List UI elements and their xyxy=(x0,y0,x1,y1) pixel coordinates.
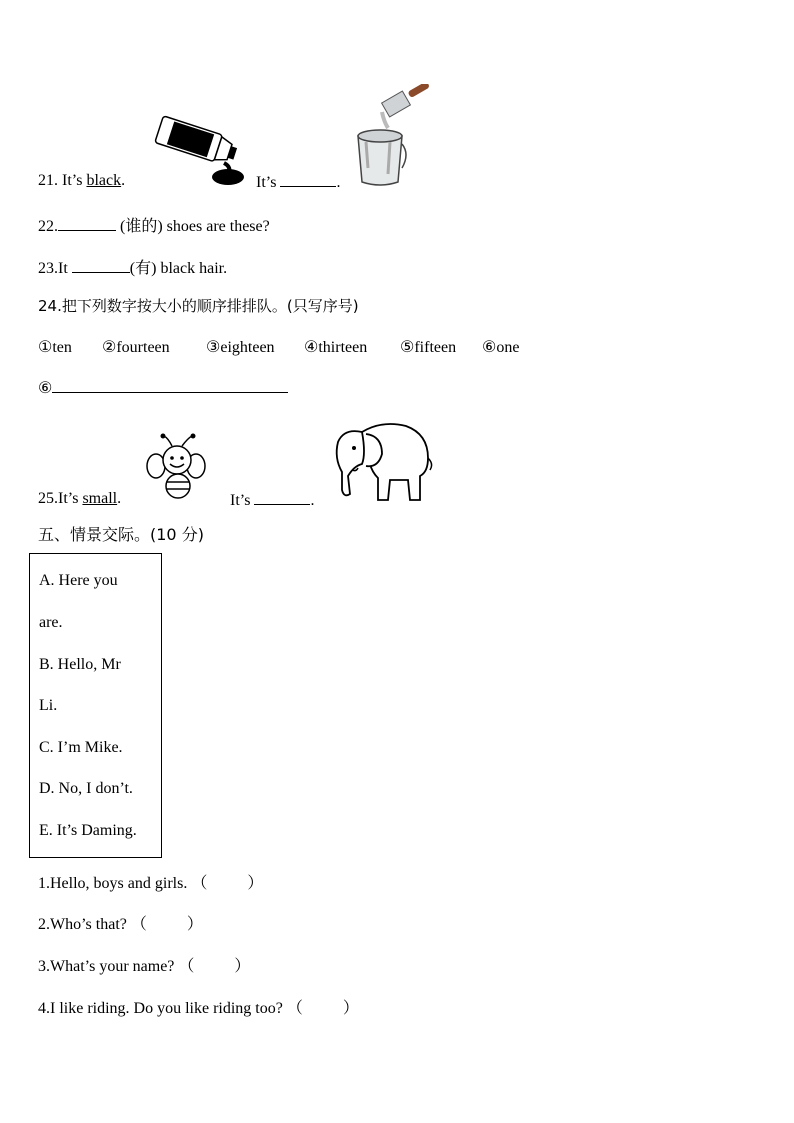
paint-bucket-icon xyxy=(352,84,434,188)
question-21-answer xyxy=(256,172,340,192)
choices-box xyxy=(29,553,162,858)
q22-blank[interactable] xyxy=(58,216,116,231)
question-24-prompt: 24.把下列数字按大小的顺序排排队。(只写序号) xyxy=(38,297,359,315)
question-24-answer xyxy=(38,378,288,398)
q24-blank[interactable] xyxy=(52,378,288,393)
section-5-title: 五、情景交际。(10 分) xyxy=(38,525,204,544)
q21-dot: . xyxy=(121,172,126,189)
q22-number: 22. xyxy=(38,218,58,235)
q24-answer-mark: ⑥ xyxy=(38,380,53,397)
elephant-icon xyxy=(332,414,434,504)
option-3: ③eighteen xyxy=(206,339,275,356)
q22-text: (谁的) shoes are these? xyxy=(116,218,270,235)
q23-prefix: 23.It xyxy=(38,260,72,277)
choice-e: E. It’s Daming. xyxy=(39,822,137,839)
q25-prefix: 25.It’s xyxy=(38,490,83,507)
q21-prefix: . It’s xyxy=(54,172,87,189)
q21-its: It’s xyxy=(256,174,281,191)
dialogue-question-2[interactable]: 2.Who’s that? （ ） xyxy=(38,916,203,933)
dialogue-question-3[interactable]: 3.What’s your name? （ ） xyxy=(38,958,251,975)
q21-word: black xyxy=(86,172,122,189)
paint-tube-icon xyxy=(150,115,246,187)
question-25-answer xyxy=(230,490,314,510)
choice-a-line1: A. Here you xyxy=(39,572,118,589)
q21-blank[interactable] xyxy=(280,172,336,187)
q21-end: . xyxy=(336,174,341,191)
question-22 xyxy=(38,213,270,236)
question-23 xyxy=(38,255,227,278)
option-5: ⑤fifteen xyxy=(400,339,457,356)
option-2: ②fourteen xyxy=(102,339,170,356)
q25-its: It’s xyxy=(230,492,255,509)
choice-b-line1: B. Hello, Mr xyxy=(39,656,121,673)
q25-dot: . xyxy=(117,490,122,507)
question-21 xyxy=(38,172,125,190)
question-24-options xyxy=(38,337,519,357)
dialogue-question-4[interactable]: 4.I like riding. Do you like riding too? （ ） xyxy=(38,1000,359,1017)
option-1: ①ten xyxy=(38,339,72,356)
option-4: ④thirteen xyxy=(304,339,368,356)
q23-text: (有) black hair. xyxy=(129,260,228,277)
choice-d: D. No, I don’t. xyxy=(39,780,133,797)
q25-word: small xyxy=(82,490,118,507)
q25-blank[interactable] xyxy=(254,490,310,505)
question-25 xyxy=(38,490,121,508)
choice-c: C. I’m Mike. xyxy=(39,739,123,756)
q25-end: . xyxy=(310,492,315,509)
bee-icon xyxy=(144,432,206,502)
choice-b-line2: Li. xyxy=(39,697,58,714)
option-6: ⑥one xyxy=(482,339,520,356)
q21-number: 21 xyxy=(38,172,54,189)
choice-a-line2: are. xyxy=(39,614,63,631)
q23-blank[interactable] xyxy=(72,258,130,273)
dialogue-question-1[interactable]: 1.Hello, boys and girls. （ ） xyxy=(38,875,264,892)
